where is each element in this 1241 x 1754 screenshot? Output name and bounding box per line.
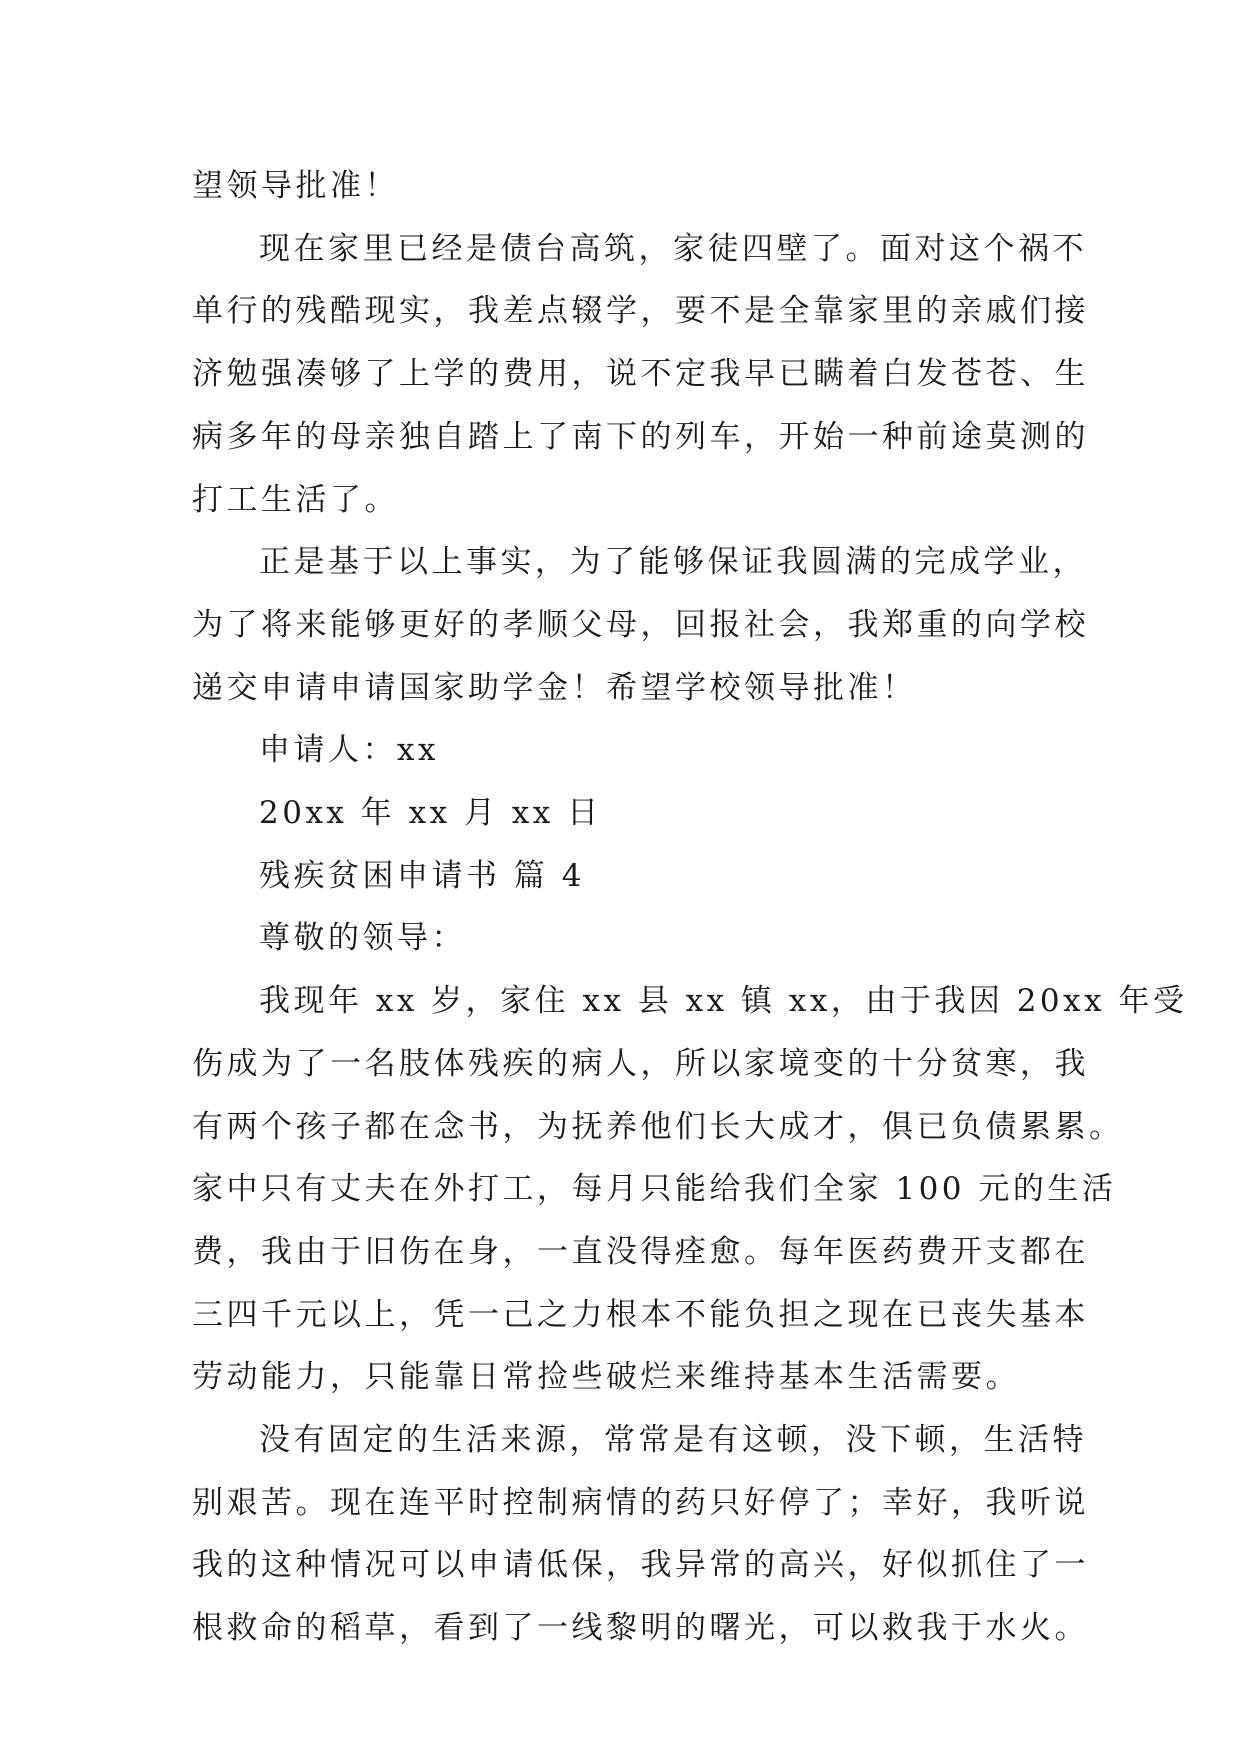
- text-line: 劳动能力，只能靠日常捡些破烂来维持基本生活需要。: [192, 1359, 1020, 1396]
- text-line: 伤成为了一名肢体残疾的病人，所以家境变的十分贫寒，我: [192, 1045, 1089, 1082]
- text-line: 望领导批准！: [192, 168, 399, 204]
- document-body: [192, 155, 1188, 1660]
- paragraph-start-line: 正是基于以上事实，为了能够保证我圆满的完成学业，: [259, 544, 1087, 581]
- text-line: 济勉强凑够了上学的费用，说不定我早已瞒着白发苍苍、生: [192, 356, 1089, 393]
- text-line: 有两个孩子都在念书，为抚养他们长大成才，俱已负债累累。: [192, 1108, 1124, 1145]
- paragraph-start-line: 现在家里已经是债台高筑，家徒四壁了。面对这个祸不: [259, 230, 1087, 267]
- paragraph-start-line: 我现年 xx 岁，家住 xx 县 xx 镇 xx，由于我因 20xx 年受: [259, 983, 1188, 1020]
- text-line: 三四千元以上，凭一己之力根本不能负担之现在已丧失基本: [192, 1296, 1089, 1333]
- salutation: 尊敬的领导：: [259, 920, 466, 957]
- date-line: 20xx 年 xx 月 xx 日: [259, 795, 602, 832]
- text-line: 家中只有丈夫在外打工，每月只能给我们全家 100 元的生活: [192, 1171, 1117, 1208]
- text-line: 病多年的母亲独自踏上了南下的列车，开始一种前途莫测的: [192, 418, 1089, 455]
- text-line: 递交申请申请国家助学金！希望学校领导批准！: [192, 669, 917, 706]
- text-line: 单行的残酷现实，我差点辍学，要不是全靠家里的亲戚们接: [192, 293, 1089, 330]
- text-line: 为了将来能够更好的孝顺父母，回报社会，我郑重的向学校: [192, 606, 1089, 643]
- text-line: 打工生活了。: [192, 481, 399, 518]
- applicant-line: 申请人：xx: [259, 732, 439, 769]
- paragraph-start-line: 没有固定的生活来源，常常是有这顿，没下顿，生活特: [259, 1422, 1087, 1459]
- text-line: 别艰苦。现在连平时控制病情的药只好停了；幸好，我听说: [192, 1484, 1089, 1521]
- text-line: 费，我由于旧伤在身，一直没得痊愈。每年医药费开支都在: [192, 1233, 1089, 1270]
- text-line: 我的这种情况可以申请低保，我异常的高兴，好似抓住了一: [192, 1547, 1089, 1584]
- text-line: 根救命的稻草，看到了一线黎明的曙光，可以救我于水火。: [192, 1610, 1089, 1647]
- section-title: 残疾贫困申请书 篇 4: [259, 857, 585, 894]
